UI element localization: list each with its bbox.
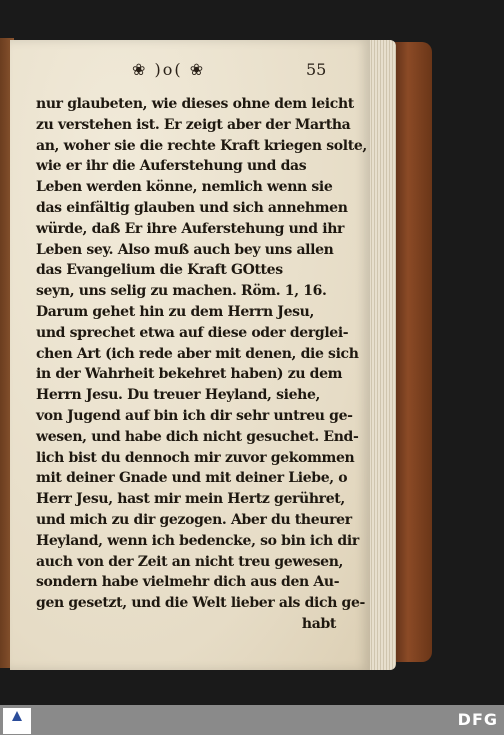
text-line: zu verstehen ist. Er zeigt aber der Martha bbox=[36, 116, 351, 133]
book-page bbox=[10, 40, 370, 670]
text-line: sondern habe vielmehr dich aus den Au- bbox=[36, 574, 340, 591]
text-line: und mich zu dir gezogen. Aber du theurer bbox=[36, 511, 352, 528]
text-line: wesen, und habe dich nicht gesuchet. End- bbox=[36, 428, 359, 445]
library-logo-icon bbox=[12, 711, 22, 721]
text-line: mit deiner Gnade und mit deiner Liebe, o bbox=[36, 470, 348, 487]
text-line: seyn, uns selig zu machen. Röm. 1, 16. bbox=[36, 283, 327, 300]
dfg-logo[interactable]: DFG bbox=[457, 710, 498, 729]
text-line: gen gesetzt, und die Welt lieber als dich ge- bbox=[36, 595, 366, 612]
text-line: nur glaubeten, wie dieses ohne dem leicht bbox=[36, 96, 354, 112]
text-line: in der Wahrheit bekehret haben) zu dem bbox=[36, 366, 343, 383]
text-line: an, woher sie die rechte Kraft kriegen solte, bbox=[36, 137, 367, 154]
text-line: chen Art (ich rede aber mit denen, die sich bbox=[36, 345, 359, 362]
text-line: Herr Jesu, hast mir mein Hertz gerühret, bbox=[36, 491, 345, 508]
text-line: Herrn Jesu. Du treuer Heyland, siehe, bbox=[36, 387, 321, 404]
text-line: auch von der Zeit an nicht treu gewesen, bbox=[36, 553, 344, 570]
library-logo[interactable] bbox=[3, 708, 31, 734]
text-line: von Jugend auf bin ich dir sehr untreu ge- bbox=[36, 407, 353, 424]
text-line: Leben werden könne, nemlich wenn sie bbox=[36, 179, 333, 196]
viewer-footer bbox=[0, 705, 504, 735]
header-ornament: ❀ )o( ❀ bbox=[132, 60, 206, 79]
text-line: Darum gehet hin zu dem Herrn Jesu, bbox=[36, 303, 315, 320]
text-line: und sprechet etwa auf diese oder derglei- bbox=[36, 324, 349, 341]
text-line: das einfältig glauben und sich annehmen bbox=[36, 199, 348, 216]
text-line: lich bist du dennoch mir zuvor gekommen bbox=[36, 449, 355, 466]
text-line: wie er ihr die Auferstehung und das bbox=[36, 158, 307, 175]
catchword: habt bbox=[301, 615, 336, 632]
page-number: 55 bbox=[306, 60, 327, 79]
text-line: würde, daß Er ihre Auferstehung und ihr bbox=[36, 220, 345, 237]
text-line: Heyland, wenn ich bedencke, so bin ich dir bbox=[36, 532, 359, 549]
book-cover-right bbox=[392, 42, 432, 662]
text-line: Leben sey. Also muß auch bey uns allen bbox=[36, 241, 334, 258]
page-text bbox=[36, 94, 367, 635]
text-line: das Evangelium die Kraft GOttes bbox=[36, 262, 283, 279]
page-header bbox=[10, 60, 370, 82]
